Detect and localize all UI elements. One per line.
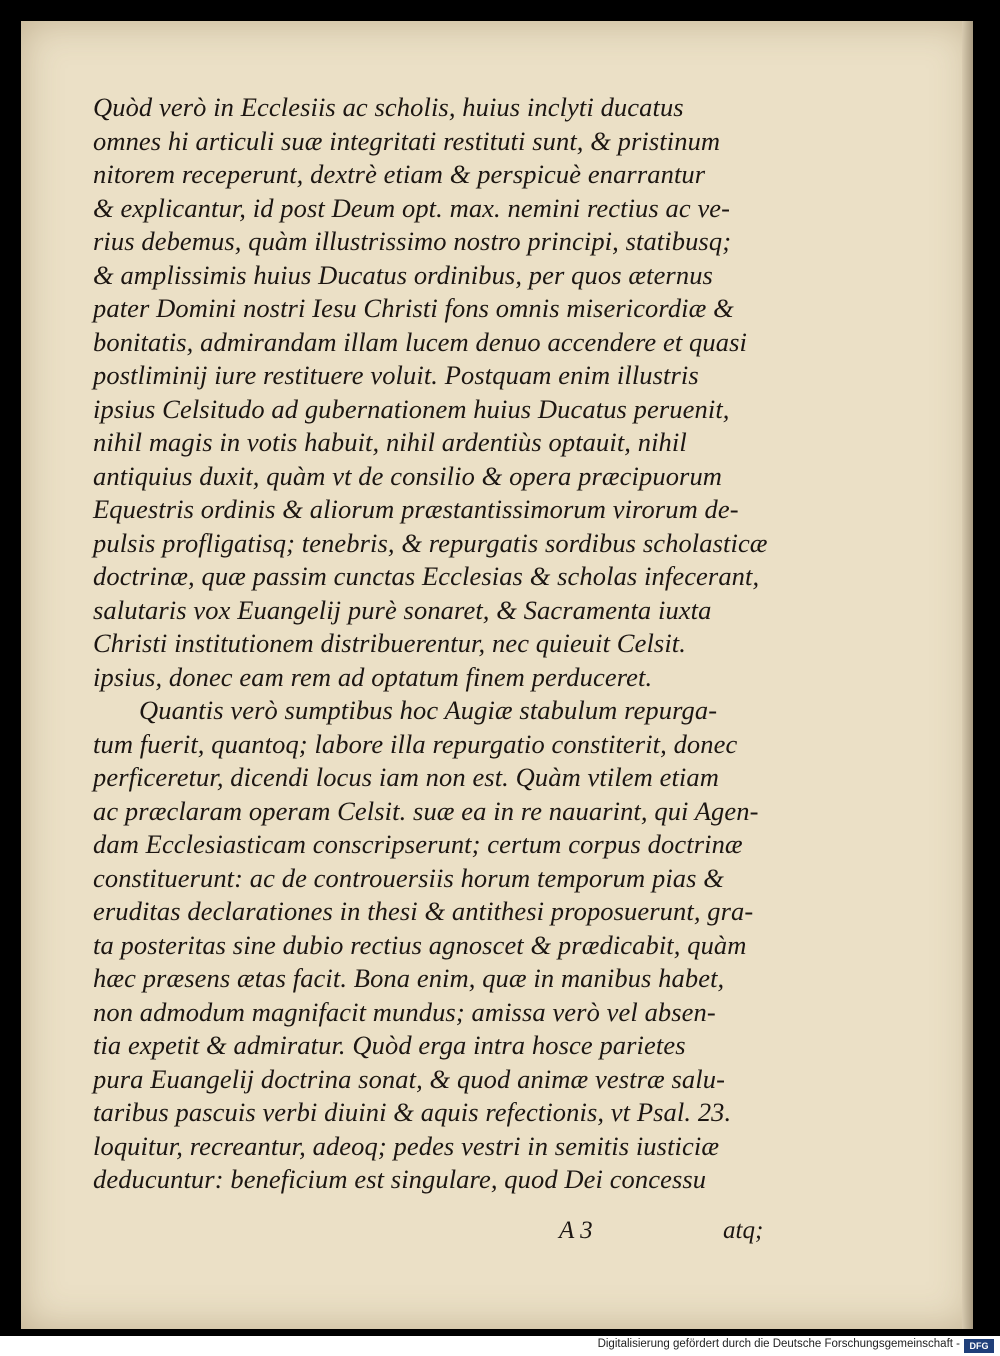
text-line: loquitur, recreantur, adeoq; pedes vestri in semitis iusticiæ bbox=[93, 1130, 720, 1161]
digitization-footer bbox=[0, 1336, 1000, 1356]
text-line: doctrinæ, quæ passim cunctas Ecclesias & scholas infecerant, bbox=[93, 561, 760, 591]
text-line: antiquius duxit, quàm vt de consilio & opera præcipuorum bbox=[93, 460, 723, 491]
text-line: salutaris vox Euangelij purè sonaret, & Sacramenta iuxta bbox=[93, 594, 712, 625]
text-line: ipsius Celsitudo ad gubernationem huius Ducatus peruenit, bbox=[93, 393, 730, 424]
text-line: pulsis profligatisq; tenebris, & repurgatis sordibus scholasticæ bbox=[93, 527, 768, 558]
text-line: pater Domini nostri Iesu Christi fons omnis misericordiæ & bbox=[93, 293, 734, 323]
funding-credit: Digitalisierung gefördert durch die Deutsche Forschungsgemeinschaft - bbox=[597, 1338, 960, 1350]
text-line: taribus pascuis verbi diuini & aquis refectionis, vt Psal. 23. bbox=[93, 1097, 732, 1127]
text-line: & explicantur, id post Deum opt. max. nemini rectius ac ve- bbox=[93, 192, 731, 223]
text-line: perficeretur, dicendi locus iam non est. Quàm vtilem etiam bbox=[93, 762, 719, 792]
text-line: rius debemus, quàm illustrissimo nostro principi, statibusq; bbox=[93, 226, 732, 256]
text-line: hæc præsens ætas facit. Bona enim, quæ in manibus habet, bbox=[93, 963, 725, 993]
text-line: omnes hi articuli suæ integritati restituti sunt, & pristinum bbox=[93, 125, 721, 156]
signature-mark: A 3 bbox=[559, 1217, 593, 1244]
page-edge bbox=[962, 21, 973, 1329]
text-line: non admodum magnifacit mundus; amissa verò vel absen- bbox=[93, 996, 716, 1027]
text-line: dam Ecclesiasticam conscripserunt; certum corpus doctrinæ bbox=[93, 829, 743, 859]
catchword: atq; bbox=[723, 1217, 764, 1244]
text-line: tia expetit & admiratur. Quòd erga intra hosce parietes bbox=[93, 1030, 686, 1060]
paragraph-start-line: Quantis verò sumptibus hoc Augiæ stabulum repurga- bbox=[139, 695, 718, 725]
text-line: ac præclaram operam Celsit. suæ ea in re nauarint, qui Agen- bbox=[93, 795, 759, 826]
page-text bbox=[93, 91, 813, 1197]
text-line: & amplissimis huius Ducatus ordinibus, per quos æternus bbox=[93, 259, 713, 290]
text-line: Equestris ordinis & aliorum præstantissimorum virorum de- bbox=[93, 494, 739, 524]
text-line: deducuntur: beneficium est singulare, quod Dei concessu bbox=[93, 1164, 707, 1194]
text-line: postliminij iure restituere voluit. Postquam enim illustris bbox=[93, 360, 699, 390]
text-line: ipsius, donec eam rem ad optatum finem perduceret. bbox=[93, 661, 653, 692]
text-line: ta posteritas sine dubio rectius agnoscet & prædicabit, quàm bbox=[93, 929, 747, 960]
text-line: eruditas declarationes in thesi & antithesi proposuerunt, gra- bbox=[93, 896, 754, 926]
text-line: nihil magis in votis habuit, nihil ardentiùs optauit, nihil bbox=[93, 427, 687, 457]
text-line: Quòd verò in Ecclesiis ac scholis, huius inclyti ducatus bbox=[93, 92, 684, 122]
text-line: Christi institutionem distribuerentur, nec quieuit Celsit. bbox=[93, 628, 686, 658]
dfg-logo-icon: DFG bbox=[964, 1339, 994, 1353]
text-line: constituerunt: ac de controuersiis horum temporum pias & bbox=[93, 862, 725, 893]
text-line: nitorem receperunt, dextrè etiam & perspicuè enarrantur bbox=[93, 159, 706, 189]
text-line: bonitatis, admirandam illam lucem denuo accendere et quasi bbox=[93, 326, 747, 357]
text-line: pura Euangelij doctrina sonat, & quod animæ vestræ salu- bbox=[93, 1063, 726, 1094]
book-page bbox=[21, 21, 973, 1329]
text-line: tum fuerit, quantoq; labore illa repurgatio constiterit, donec bbox=[93, 728, 738, 759]
